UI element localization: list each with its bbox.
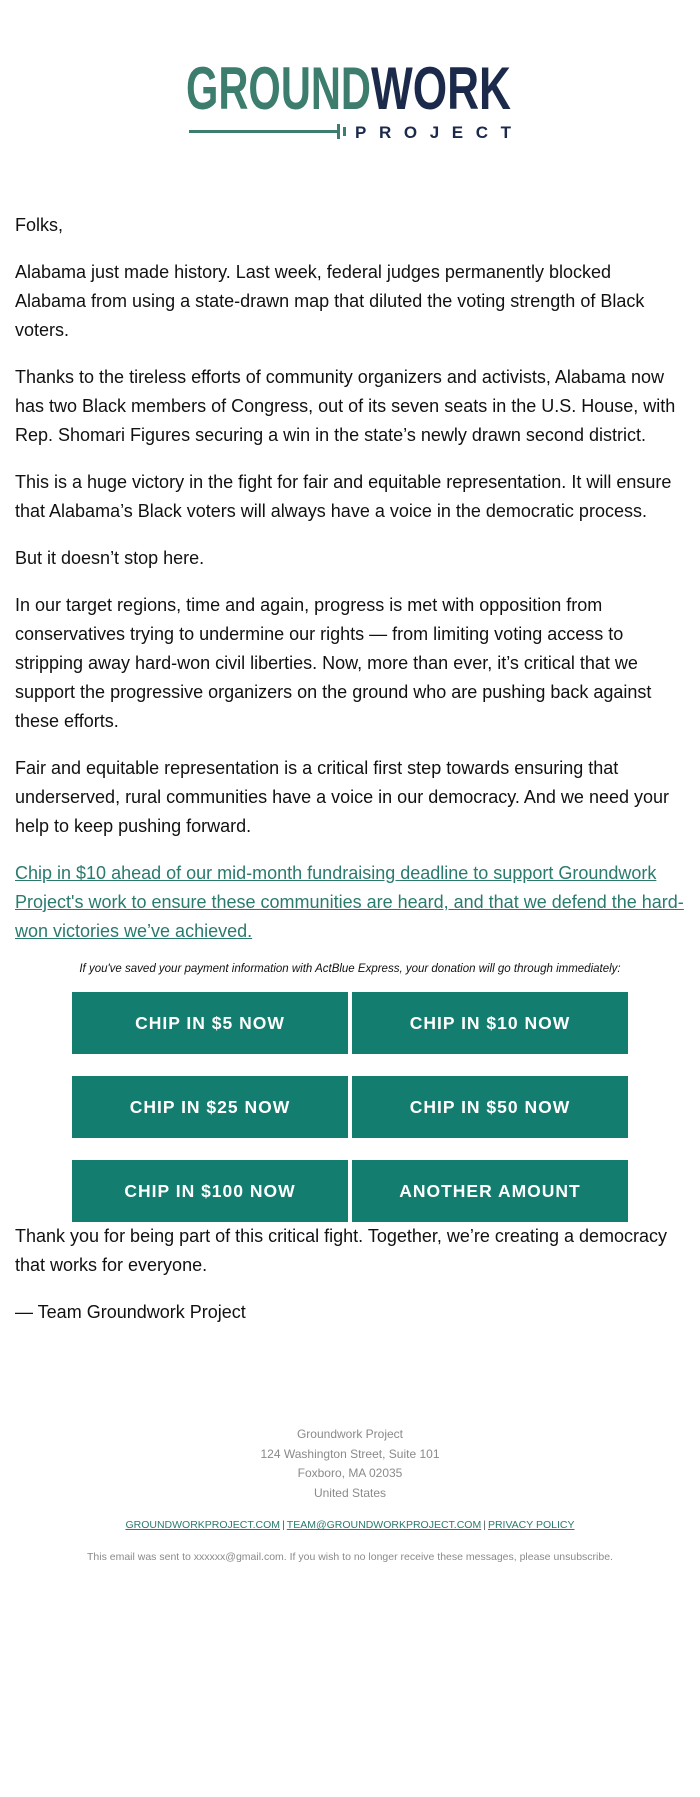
paragraph: In our target regions, time and again, progress is met with opposition from conservatives trying to undermine our rights — from limiting voting access to stripping away hard-won civil liberties. Now, more than ever, it’s critical that we support the progressive organizers on the ground who are pushing back against these efforts. [15, 595, 652, 731]
paragraph: But it doesn’t stop here. [15, 548, 205, 568]
another-amount-button[interactable]: ANOTHER AMOUNT [352, 1160, 628, 1222]
chip-in-cta-link[interactable]: Chip in $10 ahead of our mid-month fundraising deadline to support Groundwork Project's work to ensure these communities are heard, and that we defend the hard-won victories we’ve achieved. [15, 863, 684, 941]
signature: — Team Groundwork Project [15, 1302, 246, 1322]
paragraph: Thanks to the tireless efforts of community organizers and activists, Alabama now has two Black members of Congress, out of its seven seats in the U.S. House, with Rep. Shomari Figures securing a win in the state’s newly drawn second district. [15, 367, 676, 445]
groundwork-logo [185, 56, 515, 146]
chip-in-5-button[interactable]: CHIP IN $5 NOW [72, 992, 348, 1054]
footer-links [0, 1516, 700, 1536]
email-link[interactable]: TEAM@GROUNDWORKPROJECT.COM [286, 1519, 482, 1531]
privacy-policy-link[interactable]: PRIVACY POLICY [487, 1519, 575, 1531]
paragraph: This is a huge victory in the fight for fair and equitable representation. It will ensure that Alabama’s Black voters will always have a voice in the democratic process. [15, 472, 672, 521]
paragraph: Alabama just made history. Last week, federal judges permanently blocked Alabama from using a state-drawn map that diluted the voting strength of Black voters. [15, 262, 645, 340]
logo-weight-plate-small [343, 127, 346, 136]
footer-country: United States [313, 1485, 387, 1500]
logo-word-work: WORK [371, 56, 511, 122]
email-page [0, 56, 700, 1567]
footer [0, 1425, 700, 1567]
donation-buttons [72, 992, 628, 1222]
footer-address [0, 1425, 700, 1503]
closing-paragraph: Thank you for being part of this critical fight. Together, we’re creating a democracy that works for everyone. [15, 1226, 667, 1275]
chip-in-100-button[interactable]: CHIP IN $100 NOW [72, 1160, 348, 1222]
logo-weight-plate [337, 124, 340, 139]
logo-word-ground: GROUND [186, 56, 371, 122]
website-link[interactable]: GROUNDWORKPROJECT.COM [125, 1519, 281, 1531]
paragraph: Fair and equitable representation is a critical first step towards ensuring that underserved, rural communities have a voice in our democracy. And we need your help to keep pushing forward. [15, 758, 670, 836]
greeting: Folks, [15, 215, 64, 235]
footer-street: 124 Washington Street, Suite 101 [260, 1446, 440, 1461]
link-separator: | [282, 1519, 285, 1531]
logo-bar-line [189, 130, 337, 133]
chip-in-50-button[interactable]: CHIP IN $50 NOW [352, 1076, 628, 1138]
link-separator: | [483, 1519, 486, 1531]
footer-org: Groundwork Project [296, 1427, 404, 1441]
unsubscribe-text: This email was sent to xxxxxx@gmail.com. If you wish to no longer receive these messages, please unsubscribe. [87, 1550, 613, 1563]
email-body [0, 211, 700, 1327]
footer-city: Foxboro, MA 02035 [297, 1466, 403, 1480]
chip-in-25-button[interactable]: CHIP IN $25 NOW [72, 1076, 348, 1138]
logo-sub-project: PROJECT [355, 123, 511, 142]
actblue-note: If you've saved your payment information with ActBlue Express, your donation will go through immediately: [79, 963, 621, 975]
chip-in-10-button[interactable]: CHIP IN $10 NOW [352, 992, 628, 1054]
